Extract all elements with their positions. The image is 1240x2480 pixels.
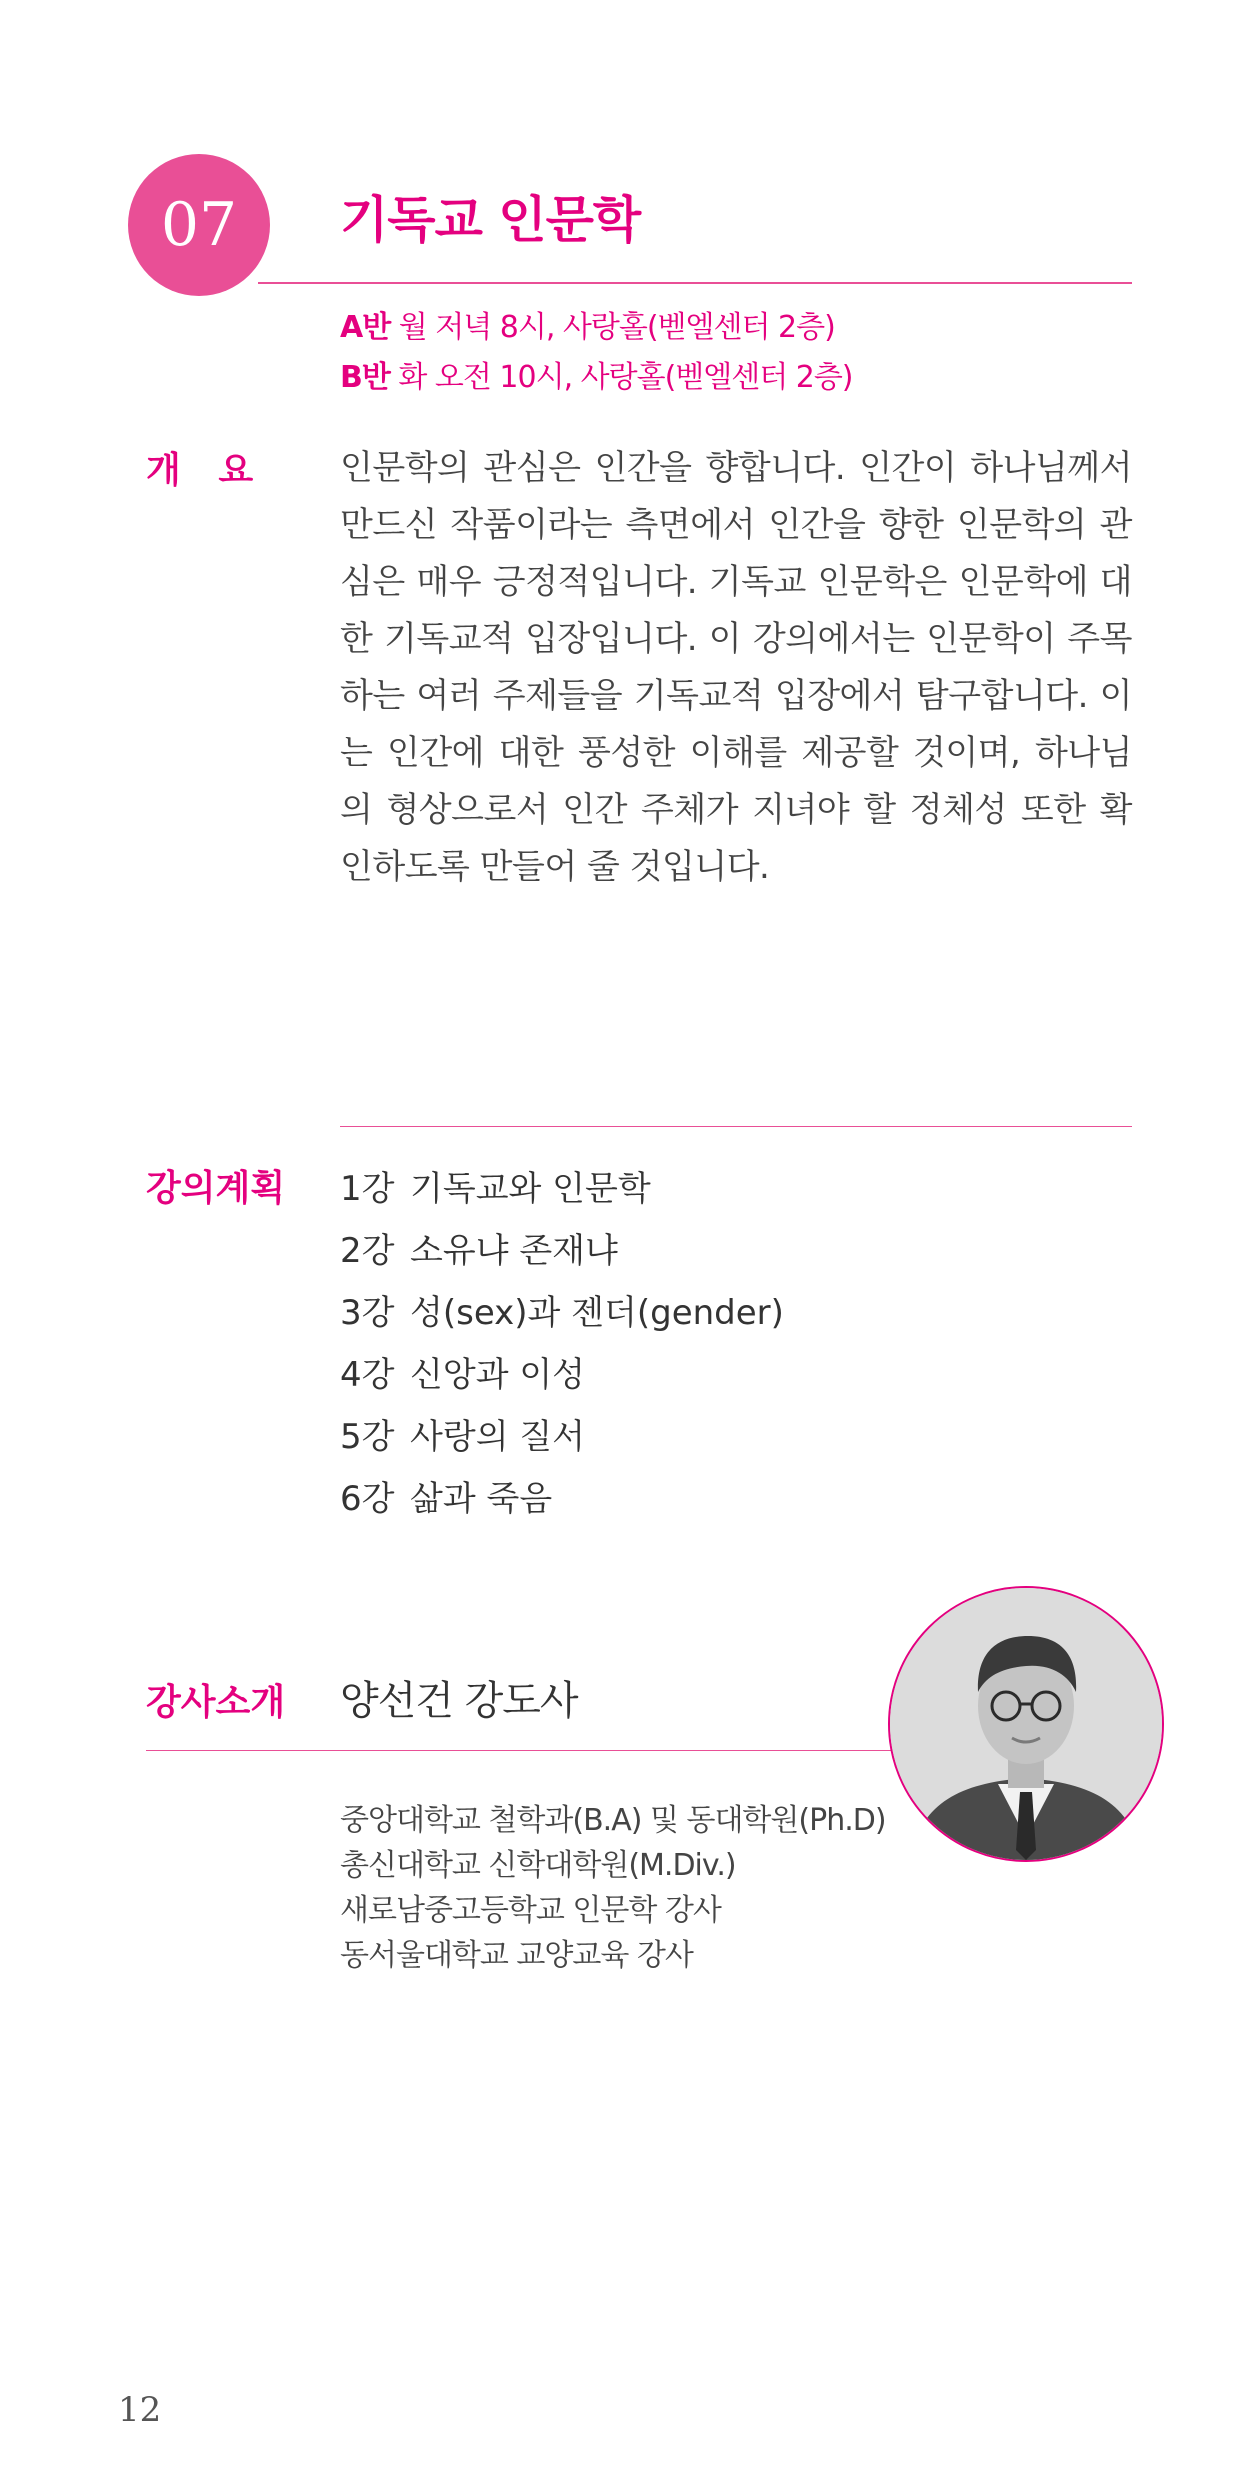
class-label: B반 (340, 360, 390, 395)
schedule-b (340, 358, 853, 398)
instructor-photo (888, 1586, 1164, 1862)
course-number-badge: 07 (128, 154, 270, 296)
section-divider (340, 1126, 1132, 1127)
lecture-title: 삶과 죽음 (410, 1479, 553, 1519)
lecture-title: 소유냐 존재냐 (410, 1231, 618, 1271)
lecture-title: 사랑의 질서 (410, 1417, 586, 1457)
portrait-illustration (890, 1588, 1162, 1860)
list-item (340, 1158, 784, 1220)
instructor-divider (146, 1750, 898, 1751)
list-item (340, 1220, 784, 1282)
instructor-name: 양선건 강도사 (340, 1678, 578, 1724)
header-divider (258, 282, 1132, 284)
lecture-number: 2강 (340, 1231, 395, 1271)
list-item: 동서울대학교 교양교육 강사 (340, 1938, 693, 1973)
schedule-a (340, 308, 835, 348)
lecture-number: 6강 (340, 1479, 395, 1519)
list-item: 중앙대학교 철학과(B.A) 및 동대학원(Ph.D) (340, 1803, 886, 1838)
class-detail: 월 저녁 8시, 사랑홀(벧엘센터 2층) (398, 310, 835, 345)
overview-text: 인문학의 관심은 인간을 향합니다. 인간이 하나님께서 만드신 작품이라는 측면에서 인간을 향한 인문학의 관심은 매우 긍정적입니다. 기독교 인문학은 인문학에 대한 기독교적 입장입니다. 이 강의에서는 인문학이 주목하는 여러 주제들을 기독교적 입장에서 탐구합니다. 이는 인간에 대한 풍성한 이해를 제공할 것이며, 하나님의 형상으로서 인간 주체가 지녀야 할 정체성 또한 확인하도록 만들어 줄 것입니다. (340, 448, 1132, 887)
lecture-number: 1강 (340, 1169, 395, 1209)
class-detail: 화 오전 10시, 사랑홀(벧엘센터 2층) (398, 360, 853, 395)
instructor-credentials (340, 1798, 886, 1978)
lecture-list (340, 1158, 784, 1530)
class-label: A반 (340, 310, 391, 345)
lecture-title: 성(sex)과 젠더(gender) (410, 1293, 784, 1333)
list-item (340, 1406, 784, 1468)
page-number: 12 (118, 2390, 162, 2430)
list-item (340, 1344, 784, 1406)
list-item: 새로남중고등학교 인문학 강사 (340, 1893, 721, 1928)
course-title: 기독교 인문학 (340, 191, 641, 249)
lecture-title: 신앙과 이성 (410, 1355, 586, 1395)
overview-label: 개 요 (146, 450, 254, 491)
list-item: 총신대학교 신학대학원(M.Div.) (340, 1848, 736, 1883)
lecture-number: 5강 (340, 1417, 395, 1457)
plan-label: 강의계획 (146, 1168, 286, 1209)
lecture-number: 3강 (340, 1293, 395, 1333)
instructor-label: 강사소개 (146, 1682, 286, 1723)
list-item (340, 1282, 784, 1344)
lecture-title: 기독교와 인문학 (410, 1169, 651, 1209)
list-item (340, 1468, 784, 1530)
lecture-number: 4강 (340, 1355, 395, 1395)
